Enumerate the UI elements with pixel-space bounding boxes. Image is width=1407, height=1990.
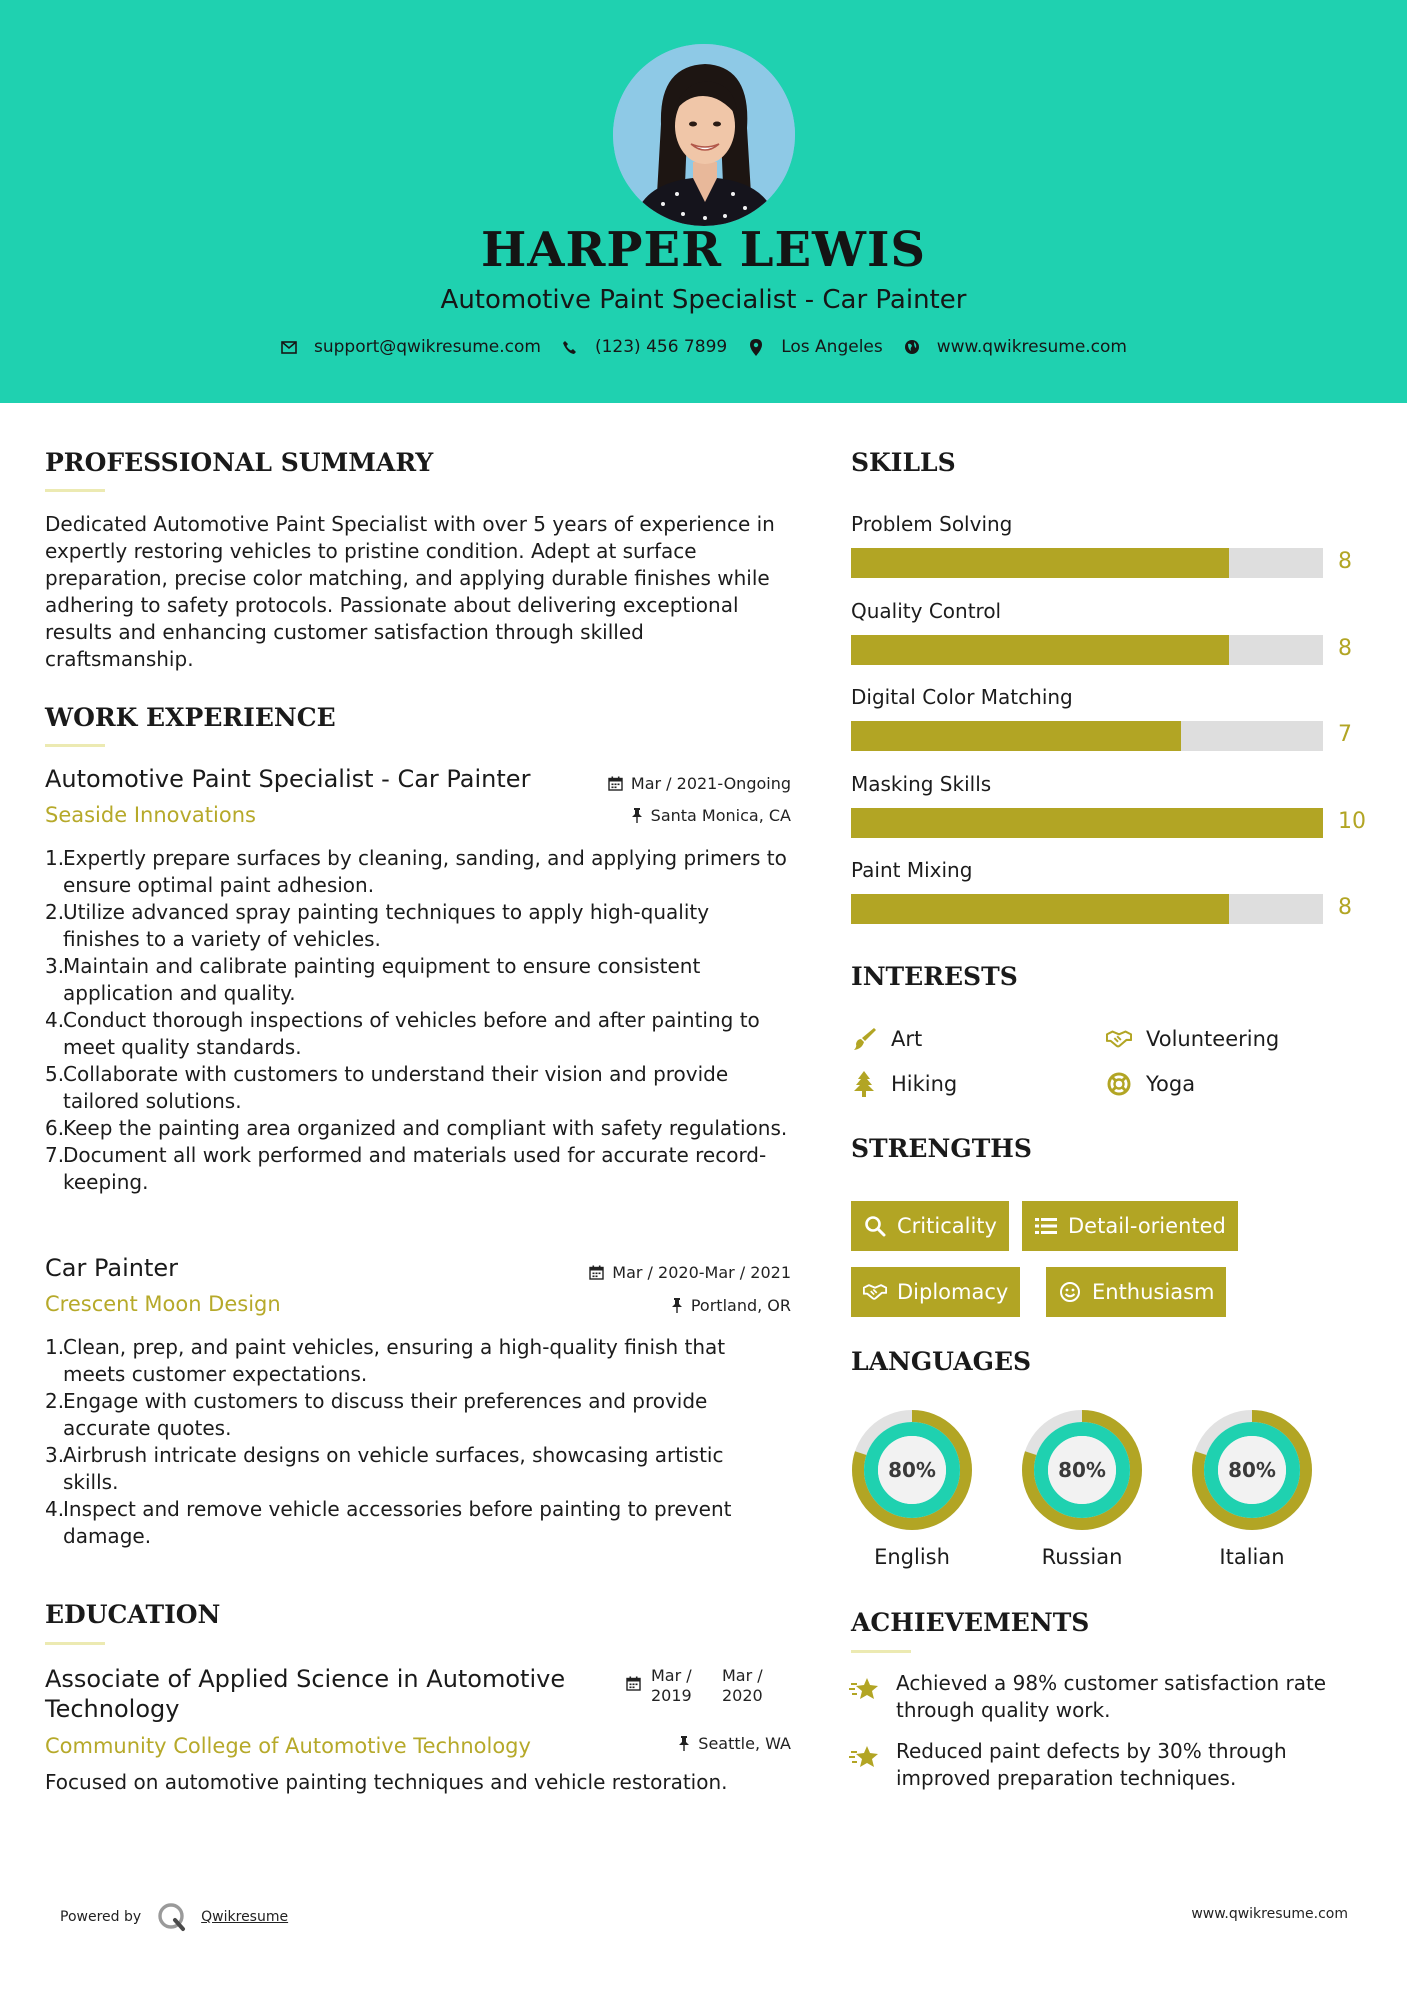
list-item: 3. Airbrush intricate designs on vehicle surfaces, showcasing artistic skills. — [45, 1443, 724, 1494]
interest-hiking — [851, 1071, 957, 1097]
language-ring-1 — [851, 1409, 973, 1531]
school-name: Community College of Automotive Technology — [45, 1734, 531, 1758]
candidate-name: HARPER LEWIS — [480, 222, 927, 278]
email-text: support@qwikresume.com — [314, 337, 541, 357]
contact-location — [747, 337, 883, 357]
pin-icon — [631, 808, 643, 823]
job-title-1: Automotive Paint Specialist - Car Painter — [45, 765, 531, 793]
education-heading: EDUCATION — [45, 1600, 221, 1629]
strength-label: Criticality — [897, 1214, 997, 1238]
achievements-heading-rule — [851, 1650, 911, 1653]
header-banner — [0, 0, 1407, 403]
skill-bar-track — [851, 721, 1323, 751]
strength-label: Diplomacy — [897, 1280, 1009, 1304]
achievement-2: Reduced paint defects by 30% through improved preparation techniques. — [896, 1739, 1287, 1790]
job-dates-text-1: Mar / 2021-Ongoing — [630, 774, 791, 793]
skill-bar-track — [851, 635, 1323, 665]
job-title-2: Car Painter — [45, 1254, 178, 1282]
interest-label: Art — [891, 1027, 923, 1051]
handshake-icon — [1106, 1026, 1132, 1052]
calendar-icon — [626, 1676, 641, 1695]
job-location-1 — [531, 806, 791, 825]
interest-label: Volunteering — [1146, 1027, 1280, 1051]
skill-label: Paint Mixing — [851, 858, 973, 882]
languages-heading: LANGUAGES — [851, 1347, 1032, 1376]
calendar-icon — [608, 776, 623, 791]
list-item: 2. Utilize advanced spray painting techniques to apply high-quality finishes to a variety of vehicles. — [45, 900, 710, 951]
website-text: www.qwikresume.com — [936, 337, 1127, 357]
skill-bar-track — [851, 548, 1323, 578]
experience-heading: WORK EXPERIENCE — [45, 703, 336, 732]
lifebuoy-icon — [1106, 1071, 1132, 1097]
list-item: 7. Document all work performed and materials used for accurate record-keeping. — [45, 1143, 767, 1194]
skill-label: Masking Skills — [851, 771, 992, 796]
education-heading-rule — [45, 1642, 105, 1645]
footer-website[interactable]: www.qwikresume.com — [1191, 1906, 1348, 1922]
language-ring-chart — [1191, 1409, 1313, 1531]
envelope-icon — [280, 338, 298, 356]
skill-bar-fill — [851, 894, 1229, 924]
achievements-heading: ACHIEVEMENTS — [851, 1608, 1090, 1637]
language-ring-2 — [1021, 1409, 1143, 1531]
edu-start-month: Mar / — [651, 1666, 692, 1685]
list-item: 4. Conduct thorough inspections of vehicles before and after painting to meet quality standards. — [45, 1008, 760, 1059]
summary-heading: PROFESSIONAL SUMMARY — [45, 448, 434, 477]
contact-email[interactable] — [280, 337, 541, 357]
star-badge-icon — [849, 1674, 881, 1706]
contact-phone[interactable] — [561, 337, 727, 357]
interest-yoga — [1106, 1071, 1195, 1097]
summary-heading-rule — [45, 489, 105, 492]
skill-value: 7 — [1338, 722, 1352, 747]
language-ring-chart — [1021, 1409, 1143, 1531]
globe-icon — [903, 338, 921, 356]
list-icon — [1034, 1214, 1058, 1238]
skill-bar-fill — [851, 548, 1229, 578]
qwikresume-link[interactable]: Qwikresume — [201, 1909, 289, 1925]
education-dates — [626, 1666, 796, 1710]
strength-label: Enthusiasm — [1092, 1280, 1215, 1304]
powered-by-text: Powered by — [60, 1909, 142, 1925]
tree-icon — [851, 1071, 877, 1097]
duty-list-1 — [45, 845, 790, 1196]
list-item: 1. Clean, prep, and paint vehicles, ensuring a high-quality finish that meets customer expectations. — [45, 1335, 726, 1386]
degree-title: Associate of Applied Science in Automotive Technology — [45, 1665, 566, 1723]
achievement-1: Achieved a 98% customer satisfaction rate through quality work. — [896, 1671, 1327, 1722]
language-ring-chart — [851, 1409, 973, 1531]
language-percent: 80% — [888, 1458, 936, 1482]
phone-icon — [561, 338, 579, 356]
strengths-heading: STRENGTHS — [851, 1134, 1032, 1163]
company-1: Seaside Innovations — [45, 803, 256, 827]
pin-icon — [678, 1736, 690, 1751]
skill-label: Digital Color Matching — [851, 685, 1073, 709]
contact-bar — [0, 337, 1407, 357]
phone-text: (123) 456 7899 — [594, 337, 728, 357]
interests-heading: INTERESTS — [851, 962, 1018, 991]
experience-heading-rule — [45, 744, 105, 747]
interest-art — [851, 1026, 922, 1052]
edu-start-year: 2019 — [651, 1686, 692, 1705]
job-location-2 — [531, 1296, 791, 1315]
company-2: Crescent Moon Design — [45, 1292, 281, 1316]
job-dates-2 — [531, 1263, 791, 1282]
language-percent: 80% — [1058, 1458, 1106, 1482]
job-location-text-2: Portland, OR — [690, 1296, 791, 1315]
location-text: Los Angeles — [781, 337, 883, 357]
qwikresume-logo-icon — [157, 1902, 187, 1932]
smile-icon — [1058, 1280, 1082, 1304]
skills-heading: SKILLS — [851, 448, 956, 477]
search-icon — [863, 1214, 887, 1238]
paintbrush-icon — [851, 1026, 877, 1052]
edu-end-month: Mar / — [722, 1666, 763, 1685]
skill-value: 8 — [1338, 895, 1352, 920]
contact-website[interactable] — [903, 337, 1127, 357]
skill-bar-track — [851, 894, 1323, 924]
job-dates-text-2: Mar / 2020-Mar / 2021 — [612, 1263, 791, 1282]
language-label: Italian — [1219, 1545, 1285, 1569]
language-ring-3 — [1191, 1409, 1313, 1531]
skill-value: 10 — [1338, 808, 1366, 834]
candidate-role: Automotive Paint Specialist - Car Painter — [440, 285, 967, 315]
job-dates-1 — [531, 774, 791, 793]
skill-bar-fill — [851, 721, 1181, 751]
language-label: Russian — [1041, 1545, 1123, 1569]
summary-text: Dedicated Automotive Paint Specialist with over 5 years of experience in expertly restoring vehicles to pristine condition. Adept at surface preparation, precise color matching, and applying durable finishes while adhering to safety protocols. Passionate about delivering exceptional results and enhancing customer satisfaction through skilled craftsmanship. — [45, 512, 775, 671]
skill-bar-fill — [851, 808, 1323, 838]
list-item: 2. Engage with customers to discuss their preferences and provide accurate quotes. — [45, 1389, 708, 1440]
skill-label: Quality Control — [851, 598, 1002, 623]
job-location-text-1: Santa Monica, CA — [650, 806, 791, 825]
interest-label: Yoga — [1146, 1072, 1196, 1096]
handshake-icon — [863, 1280, 887, 1304]
skill-value: 8 — [1338, 635, 1352, 661]
strength-enthusiasm — [1046, 1267, 1226, 1317]
strength-diplomacy — [851, 1267, 1020, 1317]
language-percent: 80% — [1228, 1458, 1276, 1482]
list-item: 3. Maintain and calibrate painting equipment to ensure consistent application and quality. — [45, 954, 701, 1005]
duty-list-2 — [45, 1334, 775, 1550]
strength-detail-oriented — [1022, 1201, 1238, 1251]
language-label: English — [874, 1545, 950, 1569]
pin-icon — [671, 1298, 683, 1313]
edu-end-year: 2020 — [722, 1686, 763, 1705]
education-location-text: Seattle, WA — [698, 1734, 791, 1753]
strength-criticality — [851, 1201, 1009, 1251]
skill-value: 8 — [1338, 549, 1352, 574]
list-item: 4. Inspect and remove vehicle accessories before painting to prevent damage. — [45, 1497, 732, 1548]
interest-label: Hiking — [891, 1072, 958, 1096]
skill-bar-fill — [851, 635, 1229, 665]
list-item: 1. Expertly prepare surfaces by cleaning, sanding, and applying primers to ensure optimal paint adhesion. — [45, 846, 787, 897]
education-description: Focused on automotive painting techniques and vehicle restoration. — [45, 1770, 728, 1794]
list-item: 5. Collaborate with customers to understand their vision and provide tailored solutions. — [45, 1062, 729, 1113]
calendar-icon — [589, 1265, 604, 1280]
strength-label: Detail-oriented — [1068, 1214, 1226, 1238]
skill-label: Problem Solving — [851, 512, 1013, 536]
map-marker-icon — [747, 338, 765, 356]
list-item: 6. Keep the painting area organized and compliant with safety regulations. — [45, 1116, 788, 1140]
star-badge-icon — [849, 1742, 881, 1774]
interest-volunteering — [1106, 1026, 1279, 1052]
skill-bar-track — [851, 808, 1323, 838]
footer-powered-by — [60, 1902, 288, 1932]
profile-photo — [613, 44, 795, 226]
education-location — [531, 1734, 791, 1753]
